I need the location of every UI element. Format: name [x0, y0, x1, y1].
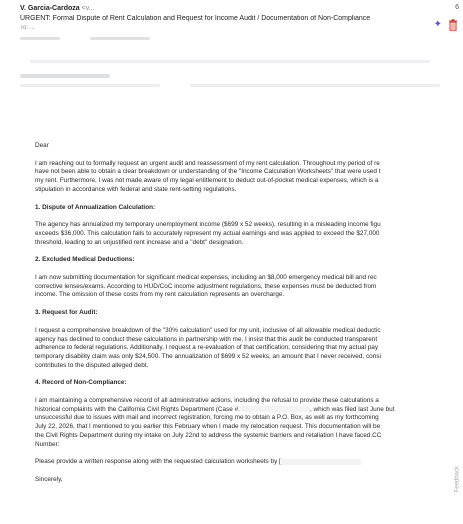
section-line: exceeds $36,000. This calculation fails to accurately represent my actual earnings and was applied to exceed the $27,000	[35, 229, 380, 237]
email-body	[35, 142, 463, 494]
section-paragraph	[35, 327, 463, 371]
intro-line: my rent. Furthermore, I was not made aware of my legal entitlement to deduct out-of-pocket medical expenses, which is a	[35, 177, 379, 185]
greeting: Dear	[35, 142, 49, 149]
section-line: I am maintaining a comprehensive record of all administrative actions, including the refusal to provide these calculations a	[35, 397, 379, 405]
redacted-content	[90, 37, 150, 40]
section-paragraph	[35, 397, 463, 449]
redacted-content	[20, 84, 160, 87]
redacted-content	[20, 74, 110, 78]
section-line-end: , which was filed last June but	[309, 405, 395, 413]
closing-request-text: Please provide a written response along with the requested calculation worksheets by [	[35, 458, 281, 466]
redacted-date	[281, 459, 361, 465]
section-line: corrective lenses/exams. According to HUD/CoC income adjustment regulations, these expenses must be deducted from	[35, 282, 377, 290]
section-paragraph	[35, 274, 463, 300]
section-line: The agency has annualized my temporary unemployment income ($699 x 52 weeks), resulting in a misleading income figu	[35, 221, 381, 229]
redacted-content	[190, 84, 440, 87]
section-line: Number:	[35, 440, 60, 448]
section-heading: 3. Request for Audit:	[35, 309, 98, 317]
sender-name: V. Garcia-Cardoza	[20, 5, 80, 12]
section-heading: 1. Dispute of Annualization Calculation:	[35, 203, 156, 211]
redacted-case-number	[240, 406, 310, 412]
section-line: unsuccessful due to issues with mail and incorrect registration, forcing me to obtain a P.O. Box, as well as my forthcoming	[35, 414, 379, 422]
intro-line: stipulation in accordance with federal and state rent-setting regulations.	[35, 185, 237, 193]
header-count: 6	[455, 4, 459, 11]
redacted-content	[30, 60, 430, 63]
trash-icon[interactable]	[448, 19, 458, 31]
recipients-line[interactable]: To: ...	[20, 25, 35, 31]
section-heading: 2. Excluded Medical Deductions:	[35, 256, 135, 264]
feedback-tab[interactable]: Feedback	[454, 466, 460, 493]
sender-address: <v...	[81, 5, 95, 12]
section-line: contributes to the disputed alleged debt.	[35, 361, 149, 369]
email-header	[0, 0, 463, 36]
ai-sparkle-icon[interactable]: ✦	[433, 19, 442, 30]
section-line: the Civil Rights Department during my intake on July 22nd to address the systemic barriers and retaliation I have faced.CC	[35, 431, 382, 439]
section-line: temporary disability claim was only $24,500. The annualization of $699 x 52 weeks, an amount that I never received, consi	[35, 352, 381, 360]
section-line: income. The omission of these costs from my rent calculation represents an overcharge.	[35, 291, 285, 299]
section-heading: 4. Record of Non-Compliance:	[35, 379, 127, 387]
intro-paragraph	[35, 160, 463, 195]
section-line: threshold, leading to an unjustified rent increase and a "debt" designation.	[35, 238, 244, 246]
email-subject: URGENT: Formal Dispute of Rent Calculation and Request for Income Audit / Documentation of Non-Compliance	[20, 15, 371, 22]
redacted-content	[20, 37, 60, 40]
section-line: I am now submitting documentation for significant medical expenses, including an $8,000 emergency medical bill and rec	[35, 274, 377, 282]
section-line: I request a comprehensive breakdown of the "30% calculation" used for my unit, inclusive of all allowable medical deductic	[35, 326, 381, 334]
section-paragraph	[35, 221, 463, 247]
signoff: Sincerely,	[35, 475, 63, 483]
intro-line: I am reaching out to formally request an urgent audit and reassessment of my rent calculation. Throughout my period of re	[35, 159, 380, 167]
sender[interactable]	[20, 5, 95, 12]
section-line	[35, 406, 463, 415]
section-line: adherence to federal regulations. Additionally, I request a re-evaluation of that certification, considering that my actual pay	[35, 344, 379, 352]
section-line-start: historical complaints with the California Civil Rights Department (Case #.	[35, 405, 240, 413]
section-line: July 22, 2026, that I mentioned to you earlier this February when I made my relocation request. This documentation will be	[35, 423, 381, 431]
intro-line: have not been able to obtain a clear breakdown or understanding of the "Income Calculation Worksheets" that were used t	[35, 168, 381, 176]
closing-request	[35, 458, 463, 467]
section-line: agency has declined to conduct these calculations in partnership with me, I insist that this audit be conducted transparent	[35, 335, 378, 343]
